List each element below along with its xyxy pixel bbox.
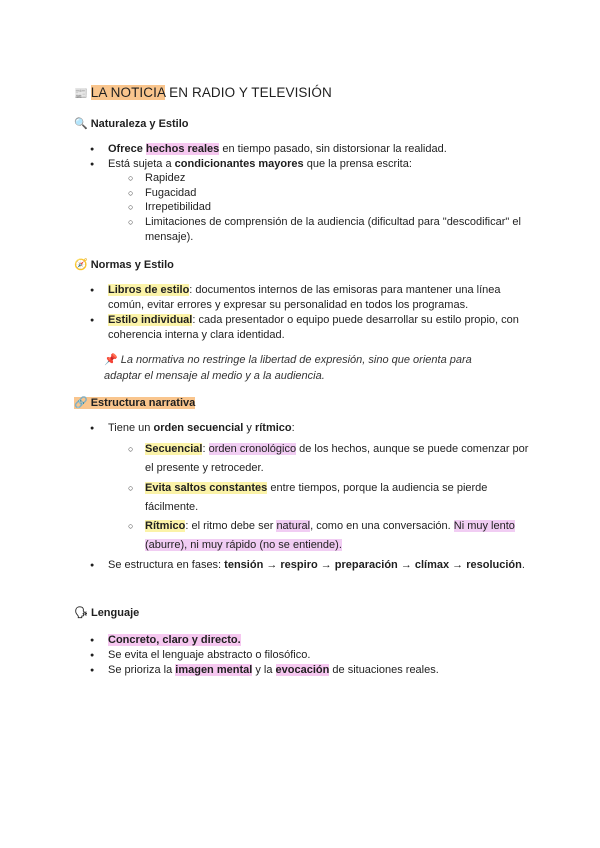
newspaper-icon: 📰 bbox=[74, 88, 88, 100]
compass-icon: 🧭 bbox=[74, 259, 88, 271]
list-item: ○ Fugacidad bbox=[145, 186, 535, 201]
list-item: ● Libros de estilo: documentos internos de las emisoras para mantener una línea común, evitar errores y expresar su personalidad en todos los programas. bbox=[108, 283, 538, 313]
list-item: ○ Rítmico: el ritmo debe ser natural, como en una conversación. Ni muy lento (aburre), ni muy rápido (no se entiende). bbox=[145, 517, 535, 555]
heading-lenguaje: 🗣 Lenguaje bbox=[74, 607, 140, 619]
magnifier-icon: 🔍 bbox=[74, 118, 88, 130]
speech-head-icon: 🗣 bbox=[74, 607, 88, 619]
list-item: ● Estilo individual: cada presentador o equipo puede desarrollar su estilo propio, con coherencia interna y clara identidad. bbox=[108, 313, 538, 343]
note-quote: 📌 La normativa no restringe la libertad de expresión, sino que orienta para adaptar el mensaje al medio y a la audiencia. bbox=[104, 354, 472, 382]
heading-estructura: 🔗 Estructura narrativa bbox=[74, 397, 196, 409]
list-item: ● Se prioriza la imagen mental y la evocación de situaciones reales. bbox=[108, 663, 538, 678]
list-item: ● Se evita el lenguaje abstracto o filosófico. bbox=[108, 648, 538, 663]
list-item: ○ Evita saltos constantes entre tiempos, porque la audiencia se pierde fácilmente. bbox=[145, 479, 535, 517]
list-item: ○ Irrepetibilidad bbox=[145, 200, 535, 215]
list-item: ● Ofrece hechos reales en tiempo pasado, sin distorsionar la realidad. bbox=[108, 142, 538, 157]
page-title: 📰 LA NOTICIA EN RADIO Y TELEVISIÓN bbox=[74, 85, 332, 100]
heading-naturaleza: 🔍 Naturaleza y Estilo bbox=[74, 118, 189, 130]
link-icon: 🔗 bbox=[74, 397, 88, 409]
list-item: ○ Secuencial: orden cronológico de los hechos, aunque se puede comenzar por el presente y retroceder. bbox=[145, 440, 535, 478]
list-item: ● Se estructura en fases: tensión → respiro → preparación → clímax → resolución. bbox=[108, 556, 538, 575]
pin-icon: 📌 bbox=[104, 354, 118, 366]
list-item: ○ Limitaciones de comprensión de la audiencia (dificultad para "descodificar" el mensaje). bbox=[145, 215, 535, 245]
list-item: ● Está sujeta a condicionantes mayores que la prensa escrita: bbox=[108, 157, 538, 172]
heading-normas: 🧭 Normas y Estilo bbox=[74, 259, 174, 271]
list-item: ● Concreto, claro y directo. bbox=[108, 633, 538, 648]
list-item: ○ Rapidez bbox=[145, 171, 535, 186]
list-item: ● Tiene un orden secuencial y rítmico: bbox=[108, 421, 538, 436]
